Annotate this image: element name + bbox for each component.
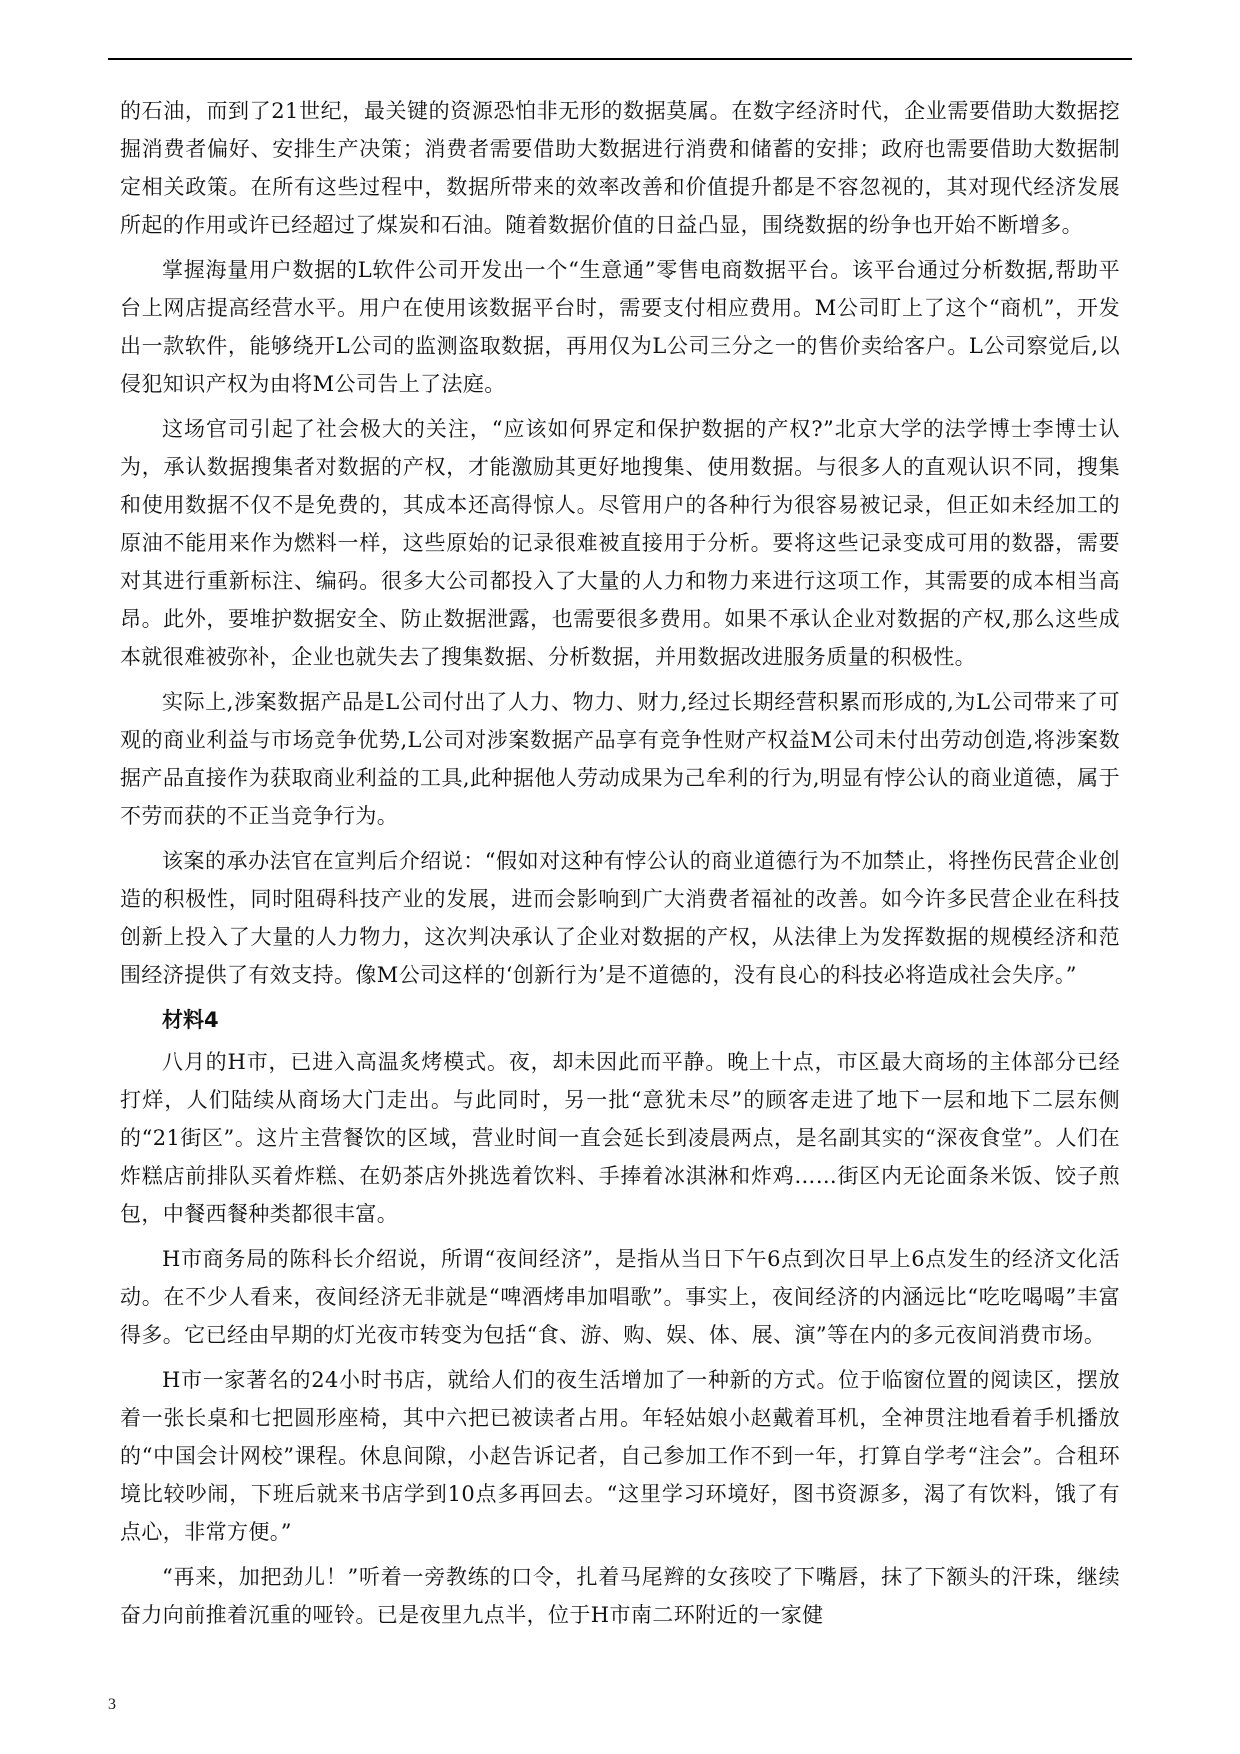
page-number: 3 [108, 1696, 116, 1713]
paragraph: 的石油，而到了21世纪，最关键的资源恐怕非无形的数据莫属。在数字经济时代，企业需要借助大数据挖掘消费者偏好、安排生产决策；消费者需要借助大数据进行消费和储蓄的安排；政府也需要借助大数据制定相关政策。在所有这些过程中，数据所带来的效率改善和价值提升都是不容忽视的，其对现代经济发展所起的作用或许已经超过了煤炭和石油。随着数据价值的日益凸显，围绕数据的纷争也开始不断增多。 [120, 99, 1120, 237]
paragraph: H市一家著名的24小时书店，就给人们的夜生活增加了一种新的方式。位于临窗位置的阅读区，摆放着一张长桌和七把圆形座椅，其中六把已被读者占用。年轻姑娘小赵戴着耳机，全神贯注地看着手机播放的“中国会计网校”课程。休息间隙，小赵告诉记者，自己参加工作不到一年，打算自学考“注会”。合租环境比较吵闹，下班后就来书店学到10点多再回去。“这里学习环境好，图书资源多，渴了有饮料，饿了有点心，非常方便。” [120, 1368, 1120, 1544]
header-rule [108, 58, 1132, 60]
page-content [120, 92, 1120, 1641]
paragraph: 这场官司引起了社会极大的关注，“应该如何界定和保护数据的产权?”北京大学的法学博士李博士认为，承认数据搜集者对数据的产权，才能激励其更好地搜集、使用数据。与很多人的直观认识不同，搜集和使用数据不仅不是免费的，其成本还高得惊人。尽管用户的各种行为很容易被记录，但正如未经加工的原油不能用来作为燃料一样，这些原始的记录很难被直接用于分析。要将这些记录变成可用的数器，需要对其进行重新标注、编码。很多大公司都投入了大量的人力和物力来进行这项工作，其需要的成本相当高昂。此外，要堆护数据安全、防止数据泄露，也需要很多费用。如果不承认企业对数据的产权,那么这些成本就很难被弥补，企业也就失去了搜集数据、分析数据，并用数据改进服务质量的积极性。 [120, 417, 1120, 669]
paragraph: 该案的承办法官在宣判后介绍说：“假如对这种有悖公认的商业道德行为不加禁止，将挫伤民营企业创造的积极性，同时阻碍科技产业的发展，进而会影响到广大消费者福祉的改善。如今许多民营企业在科技创新上投入了大量的人力物力，这次判决承认了企业对数据的产权，从法律上为发挥数据的规模经济和范围经济提供了有效支持。像M公司这样的‘创新行为’是不道德的，没有良心的科技必将造成社会失序。” [120, 849, 1120, 987]
section-heading: 材料4 [162, 1008, 219, 1032]
paragraph: 掌握海量用户数据的L软件公司开发出一个“生意通”零售电商数据平台。该平台通过分析数据,帮助平台上网店提高经营水平。用户在使用该数据平台时，需要支付相应费用。M公司盯上了这个“商机”，开发出一款软件，能够绕开L公司的监测盗取数据，再用仅为L公司三分之一的售价卖给客户。L公司察觉后,以侵犯知识产权为由将M公司告上了法庭。 [120, 258, 1120, 396]
paragraph: H市商务局的陈科长介绍说，所谓“夜间经济”，是指从当日下午6点到次日早上6点发生的经济文化活动。在不少人看来，夜间经济无非就是“啤酒烤串加唱歌”。事实上，夜间经济的内涵远比“吃吃喝喝”丰富得多。它已经由早期的灯光夜市转变为包括“食、游、购、娱、体、展、演”等在内的多元夜间消费市场。 [120, 1247, 1120, 1347]
paragraph: 八月的H市，已进入高温炙烤模式。夜，却未因此而平静。晚上十点，市区最大商场的主体部分已经打烊，人们陆续从商场大门走出。与此同时，另一批“意犹未尽”的顾客走进了地下一层和地下二层东侧的“21街区”。这片主营餐饮的区域，营业时间一直会延长到凌晨两点，是名副其实的“深夜食堂”。人们在炸糕店前排队买着炸糕、在奶茶店外挑选着饮料、手捧着冰淇淋和炸鸡……街区内无论面条米饭、饺子煎包，中餐西餐种类都很丰富。 [120, 1050, 1120, 1226]
paragraph: “再来，加把劲儿！”听着一旁教练的口令，扎着马尾辫的女孩咬了下嘴唇，抹了下额头的汗珠，继续奋力向前推着沉重的哑铃。已是夜里九点半，位于H市南二环附近的一家健 [120, 1565, 1120, 1627]
paragraph: 实际上,涉案数据产品是L公司付出了人力、物力、财力,经过长期经营积累而形成的,为L公司带来了可观的商业利益与市场竞争优势,L公司对涉案数据产品享有竞争性财产权益M公司未付出劳动创造,将涉案数据产品直接作为获取商业利益的工具,此种据他人劳动成果为己牟利的行为,明显有悖公认的商业道德，属于不劳而获的不正当竞争行为。 [120, 690, 1120, 828]
